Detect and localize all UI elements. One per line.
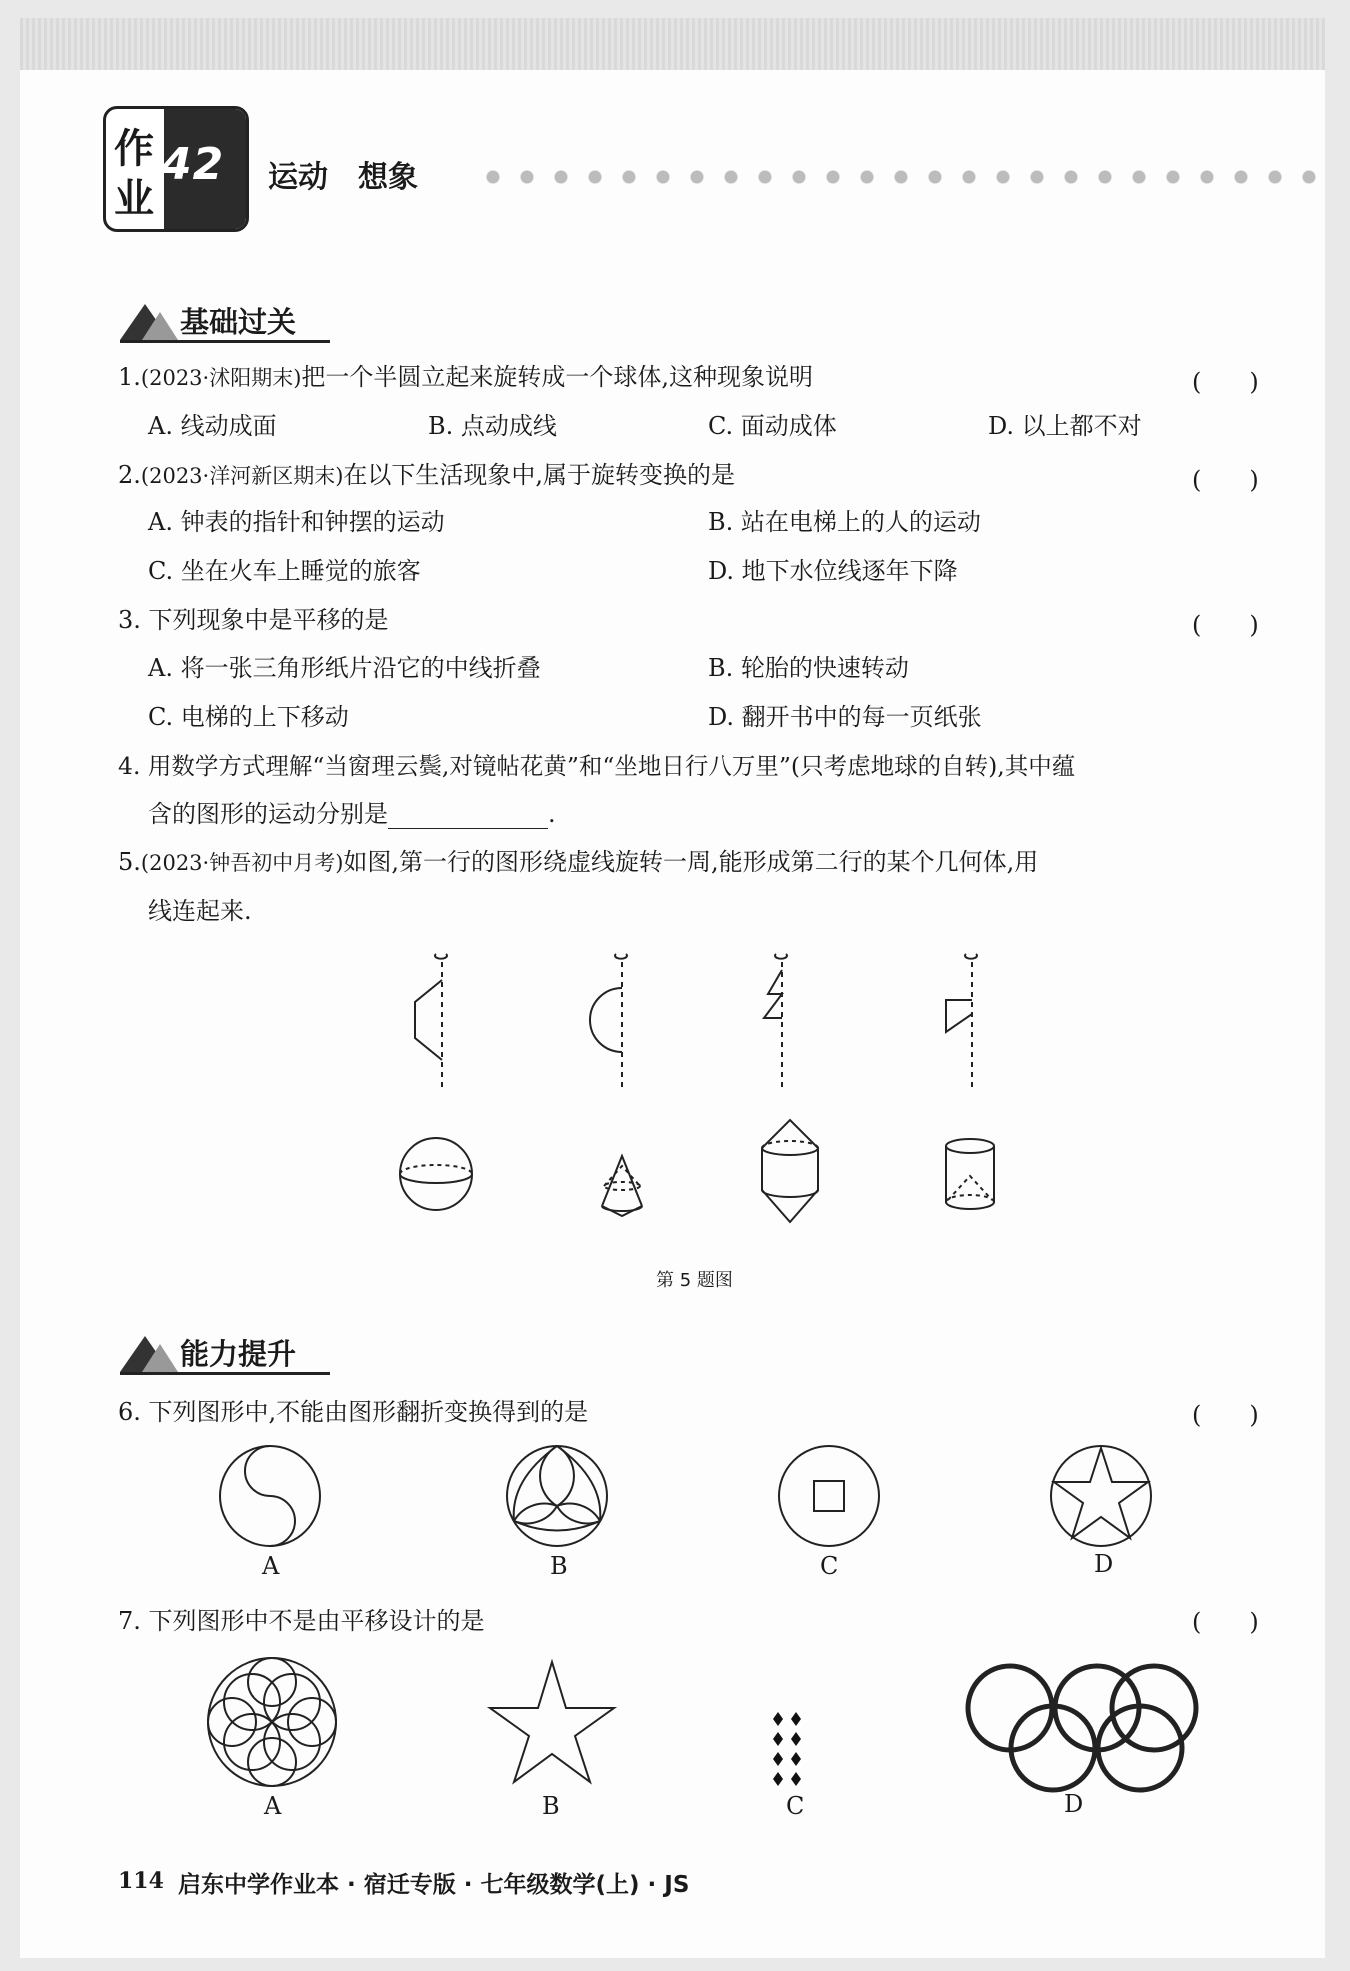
q4-answer-blank[interactable] (388, 806, 548, 829)
q6-option-b-petals (507, 1446, 607, 1546)
q1-option-a: A. 线动成面 (148, 412, 277, 440)
q2-answer-paren: ( ) (1192, 466, 1259, 494)
q5-sphere-solid (400, 1138, 472, 1210)
q6-option-a-yin-yang (220, 1446, 320, 1546)
section-underline (120, 340, 330, 343)
q7-figures (200, 1650, 1200, 1800)
q6-label-d: D (1094, 1550, 1114, 1578)
scan-top-band (20, 18, 1325, 70)
q1-text: 把一个半圆立起来旋转成一个球体,这种现象说明 (301, 363, 814, 391)
q5-figure-caption: 第 5 题图 (656, 1270, 733, 1291)
homework-badge (103, 106, 249, 232)
badge-number: 42 (161, 139, 225, 190)
q5-cylinder-cone-solid (946, 1139, 994, 1209)
q3-option-c: C. 电梯的上下移动 (148, 703, 349, 731)
q6-stem: 6. 下列图形中,不能由图形翻折变换得到的是 (118, 1398, 589, 1426)
q5-cylinder-cones-solid (762, 1120, 818, 1222)
q1-number: 1. (118, 363, 141, 391)
q5-stem (118, 847, 1038, 878)
section-advanced-underline (120, 1372, 330, 1375)
q7-option-d-rings (968, 1666, 1196, 1790)
q6-answer-paren: ( ) (1192, 1401, 1259, 1429)
section-triangle-shadow-icon (142, 312, 178, 340)
section-advanced-shadow-icon (142, 1344, 178, 1372)
q4-line-2-text: 含的图形的运动分别是 (148, 800, 388, 828)
q4-line-1: 4. 用数学方式理解“当窗理云鬓,对镜帖花黄”和“坐地日行八万里”(只考虑地球的自转),其中蕴 (118, 752, 1076, 780)
q1-answer-paren: ( ) (1192, 368, 1259, 396)
q2-option-c: C. 坐在火车上睡觉的旅客 (148, 557, 421, 585)
badge-char-2: 业 (114, 176, 154, 222)
q6-figures (210, 1440, 1170, 1555)
q7-label-a: A (264, 1792, 282, 1820)
q3-stem: 3. 下列现象中是平移的是 (118, 606, 389, 634)
section-basic-heading (120, 300, 330, 340)
section-advanced-heading (120, 1332, 330, 1372)
q5-triangle-shape (946, 954, 977, 1090)
q6-option-d-star-circle (1051, 1446, 1151, 1546)
q1-stem (118, 362, 813, 393)
q3-option-a: A. 将一张三角形纸片沿它的中线折叠 (148, 654, 541, 682)
q7-option-a-circles (208, 1658, 336, 1786)
q2-option-b: B. 站在电梯上的人的运动 (708, 508, 981, 536)
q5-double-cone-solid (602, 1156, 642, 1216)
q5-trapezoid-shape (415, 954, 447, 1090)
title-dots-decoration (476, 170, 1326, 184)
book-title: 启东中学作业本 · 宿迁专版 · 七年级数学(上) · JS (178, 1872, 690, 1898)
badge-char-1: 作 (114, 126, 154, 172)
q2-text: 在以下生活现象中,属于旋转变换的是 (343, 461, 736, 489)
q1-option-c: C. 面动成体 (708, 412, 837, 440)
q5-line-2: 线连起来. (148, 897, 252, 925)
q3-answer-paren: ( ) (1192, 611, 1259, 639)
section-advanced-label: 能力提升 (180, 1337, 297, 1371)
q5-text: 如图,第一行的图形绕虚线旋转一周,能形成第二行的某个几何体,用 (343, 848, 1039, 876)
q2-source: (2023·洋河新区期末) (140, 464, 344, 488)
q6-label-c: C (820, 1552, 839, 1580)
q1-option-b: B. 点动成线 (428, 412, 557, 440)
q4-line-2 (148, 799, 556, 829)
q3-option-d: D. 翻开书中的每一页纸张 (708, 703, 982, 731)
q2-option-d: D. 地下水位线逐年下降 (708, 557, 958, 585)
q1-option-d: D. 以上都不对 (988, 412, 1142, 440)
q2-stem (118, 460, 735, 491)
q7-option-c-diamonds (773, 1712, 801, 1786)
q2-option-a: A. 钟表的指针和钟摆的运动 (148, 508, 445, 536)
q5-semicircle-shape (590, 954, 627, 1090)
q7-label-d: D (1064, 1790, 1084, 1818)
q7-answer-paren: ( ) (1192, 1608, 1259, 1636)
q7-option-b-star (490, 1662, 614, 1782)
q5-figure (380, 940, 1020, 1240)
q7-label-c: C (786, 1792, 805, 1820)
q7-stem: 7. 下列图形中不是由平移设计的是 (118, 1607, 485, 1635)
q5-source: (2023·钟吾初中月考) (140, 851, 344, 875)
q3-option-b: B. 轮胎的快速转动 (708, 654, 909, 682)
q5-number: 5. (118, 848, 141, 876)
q6-label-a: A (262, 1552, 280, 1580)
q7-label-b: B (542, 1792, 560, 1820)
page-number: 114 (118, 1868, 164, 1894)
lesson-title: 运动 想象 (268, 160, 418, 195)
q6-label-b: B (550, 1552, 568, 1580)
q4-line-2-end: . (548, 800, 556, 828)
q2-number: 2. (118, 461, 141, 489)
q5-zigzag-shape (764, 954, 787, 1090)
section-basic-label: 基础过关 (180, 305, 297, 339)
q1-source: (2023·沭阳期末) (140, 366, 302, 390)
q6-option-c-coin (779, 1446, 879, 1546)
